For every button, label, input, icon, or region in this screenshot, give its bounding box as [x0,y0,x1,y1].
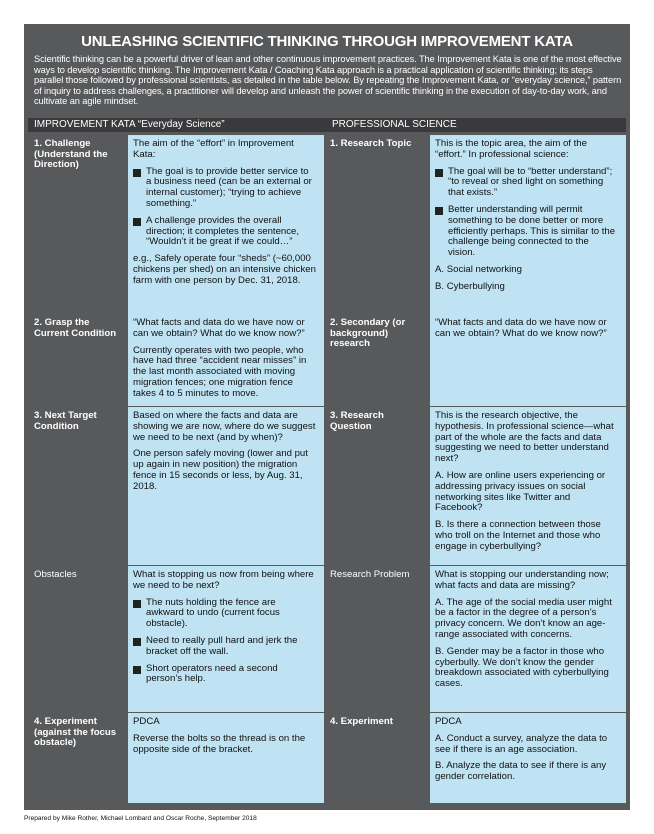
cell-text: This is the research objective, the hypothesis. In professional science—what part of the whole are the facts and data suggesting we need to better understand next? [435,410,614,465]
bullet-item: Short operators need a second person’s help. [133,664,316,686]
row-label-research-question: 3. Research Question [330,410,384,432]
cell-text: B. Gender may be a factor in those who cyberbully. We don’t know the gender breakdown associated with cyberbullying cases. [435,645,609,690]
bullet-item: A challenge provides the overall direction; it completes the sentence, “Wouldn’t it be great if we could…” [133,216,316,248]
cell-text: A. The age of the social media user might be a factor in the degree of a person’s privacy concern. We don’t know an age-range associated with concerns. [435,596,612,640]
row-label-obstacles: Obstacles [34,569,77,580]
cell-text: “What facts and data do we have now or can we obtain? What do we know now?” [435,317,607,339]
kata-panel [24,24,630,810]
footer-credit: Prepared by Mike Rother, Michael Lombard and Oscar Roche, September 2018 [24,815,257,822]
page-title: UNLEASHING SCIENTIFIC THINKING THROUGH IMPROVEMENT KATA [81,33,573,50]
row-label-experiment: 4. Experiment (against the focus obstacle) [34,716,117,749]
cell-text: The aim of the “effort” in Improvement Kata: [133,138,294,160]
cell-text: Reverse the bolts so the thread is on the opposite side of the bracket. [133,732,306,755]
square-bullet-icon [133,218,141,226]
cell-text: A. How are online users experiencing or addressing privacy issues on social networking sites like Twitter and Facebook? [435,469,606,514]
square-bullet-icon [133,169,141,177]
cell-text: PDCA [133,716,160,727]
intro-paragraph: Scientific thinking can be a powerful driver of lean and other continuous improvement practices. The Improvement Kata is one of the most effective ways to develop scientific thinking. The Improvement Kata / Coaching Kata approach is a practical application of scientific thinking; its steps parallel those followed by professional scientists, as detailed in the table below. By repeating the Improvement Kata, or “everyday science,” pattern of inquiry to address challenges, a practitioner will develop and unleash the power of scientific thinking in the execution of day-to-day work, and cultivate an agile mindset. [34,54,622,107]
cell-text: PDCA [435,716,462,727]
cell-text: What is stopping us now from being where we need to be next? [133,569,314,591]
cell-secondary [430,314,626,406]
cell-text: A. Conduct a survey, analyze the data to see if there is an age association. [435,732,608,755]
row-label-experiment-ps: 4. Experiment [330,716,393,727]
cell-experiment-ps [430,713,626,803]
cell-research-topic [430,135,626,332]
bullet-item: The goal is to provide better service to a business need (can be an external or internal customer); “trying to achieve something.” [133,167,316,210]
cell-text: B. Cyberbullying [435,280,505,292]
square-bullet-icon [133,666,141,674]
cell-experiment [128,713,324,803]
bullet-item: Need to really pull hard and jerk the bracket off the wall. [133,636,316,658]
cell-text: e.g., Safely operate four “sheds” (~60,000 chickens per shed) on an intensive chicken farm with one person by Dec. 31, 2018. [133,253,316,286]
cell-text: “What facts and data do we have now or can we obtain? What do we know now?” [133,317,305,339]
square-bullet-icon [133,600,141,608]
cell-text: B. Analyze the data to see if there is any gender correlation. [435,760,607,783]
cell-text: B. Is there a connection between those who troll on the Internet and those who engage in cyberbullying? [435,519,601,552]
cell-text: Based on where the facts and data are showing we are now, where do we suggest we need to be next (and by when)? [133,410,316,443]
cell-text: What is stopping our understanding now; what facts and data are missing? [435,569,609,591]
cell-research-question [430,407,626,565]
bullet-item: The goal will be to “better understand”; “to reveal or shed light on something that exists.” [435,167,618,199]
row-label-research-topic: 1. Research Topic [330,138,412,149]
square-bullet-icon [435,169,443,177]
header-improvement-kata: IMPROVEMENT KATA “Everyday Science” [28,118,324,132]
row-label-next-target: 3. Next Target Condition [34,410,97,432]
bullet-item: Better understanding will permit something to be done better or more efficiently perhaps. This is similar to the challenge being connected to the vision. [435,205,618,259]
header-professional-science: PROFESSIONAL SCIENCE [324,118,626,132]
square-bullet-icon [133,638,141,646]
row-label-research-problem: Research Problem [330,569,410,580]
row-label-grasp: 2. Grasp the Current Condition [34,317,117,339]
row-label-challenge: 1. Challenge (Understand the Direction) [34,138,108,171]
square-bullet-icon [435,207,443,215]
cell-text: Currently operates with two people, who have had three “accident near misses” in the last month associated with moving migration fences; one migration fence takes 4 to 5 minutes to move. [133,344,307,399]
row-label-secondary: 2. Secondary (or background) research [330,317,406,350]
cell-text: This is the topic area, the aim of the “effort.” In professional science: [435,138,587,160]
bullet-item: The nuts holding the fence are awkward to undo (current focus obstacle). [133,598,316,630]
cell-next-target [128,407,324,565]
cell-research-problem [430,566,626,712]
cell-text: One person safely moving (lower and put up again in new position) the migration fence in 15 seconds or less, by Aug. 31, 2018. [133,448,308,492]
cell-challenge [128,135,324,332]
cell-obstacles [128,566,324,712]
cell-text: A. Social networking [435,263,522,275]
cell-grasp [128,314,324,406]
